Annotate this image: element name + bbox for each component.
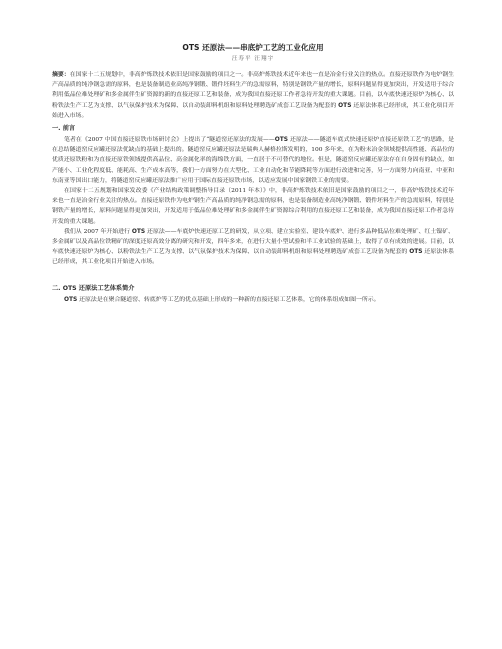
section-heading-introduction: 一. 前言 [52,125,76,133]
ots-acronym: OTS [182,43,200,52]
section-heading-process-overview: 二. OTS 还原法工艺体系简介 [52,284,135,292]
ots-acronym: OTS [62,284,77,292]
paper-authors: 汪寿平 汪翔宇 [231,56,275,62]
ots-acronym: OTS [64,296,78,303]
intro-paragraph-3: 我们从 2007 年开始进行 OTS 还原法——车底炉快速还原工艺的研发，从立项、建立实验室、建设车底炉、进行多品种低品位难处理矿、红土镍矿、多金属矿以及高品位铁精矿的深度还原高效分离的研究和开发，四年多来，在进行大量小型试验和半工业试验的基础上，取得了卓有成效的进展。目前，以车底快速还原炉为核心、以粉铁法生产工艺为支撑、以气氛保护技术为保障、以自动装卸料机组和原料处理聘选矿成套工艺设备为配套的 OTS 还原法体系已经形成，其工业化项目开始进入市场。 [52,228,454,266]
ots-acronym: OTS [131,228,146,235]
ots-acronym: OTS [409,249,423,256]
intro-paragraph-1: 笔者在《2007 中国直接还原铁市场研讨会》上提出了“隧道窑还原法的发展——OTS 还原法——隧道车底式快速还原炉直接还原铁工艺”的思路，是在总结隧道窑反应罐还原法优缺点的基础上提出的。隧道窑反应罐还原法是瑞典人赫格拉斯发明的，100 多年来，在为粉末冶金领域提供高性能、高品位的优质还原铁粉和为直接还原铁领域提供高品位、高金属化率的海绵铁方面，一直居于不可替代的地位。但是，隧道窑反应罐还原法存在自身固有的缺点，如产能小、工业化程度低、能耗高、生产成本高等，我们一方面努力在大型化、工业自动化和节能降耗等方面进行改进和完善，另一方面努力向南亚、中亚和东南亚等国出口能力，将隧道窑反应罐还原法推广应用于国际直接还原铁市场，以适应发展中国家钢铁工业的需要。 [52,137,454,184]
intro-paragraph-2: 在国家十二五规划和国家发改委《产业结构政策调整指导目录（2011 年本）》中，非高炉炼铁技术依旧是国家鼓励的项目之一，非高炉炼铁技术近年来也一直是冶金行业关注的热点。直接还原铁作为电炉钢生产高品质的纯净钢急需的原料，也是装备制造业高纯净钢锻、锻件坯料生产的急需原料，特别是钢铁产量的增长，原料问题显得更加突出，开发适用于低品位难处理矿和多金属伴生矿资源综合利用的直接还原工艺和装备，成为我国直接还原工作者急待开发的重大课题。 [52,188,454,225]
process-overview-paragraph: OTS 还原法是在聚合隧道窑、转底炉等工艺的优点基础上形成的一种新的直接还原工艺体系，它的体系组成如图一所示。 [64,296,380,303]
abstract-text: 在国家十二五规划中，非高炉炼铁技术依旧是国家鼓励的项目之一。非高炉炼铁技术近年来也一直是冶金行业关注的热点。直接还原铁作为电炉钢生产高品质的纯净钢急需的原料，也是装备制造业高纯净钢锻、锻件坯料生产的急需原料，特别是钢铁产量的增长，原料问题显得更加突出，开发适用于综合利用低品位难处理矿和多金属伴生矿资源的新的直接还原工艺和装备，成为我国直接还原工作者急待开发的重大课题。目前，以车底快速还原炉为核心、以粉铁法生产工艺为支撑、以气氛保护技术为保障、以自动装卸料机组和原料处理聘选矿成套工艺设备为配套的 OTS 还原法体系已经形成，其工业化项目开始进入市场。 [52,72,455,119]
paper-title: OTS 还原法——串底炉工艺的工业化应用 [182,43,324,52]
ots-acronym: OTS [274,137,289,144]
abstract-label: 摘要： [52,71,70,78]
abstract [52,70,454,121]
ots-acronym: OTS [338,102,352,109]
